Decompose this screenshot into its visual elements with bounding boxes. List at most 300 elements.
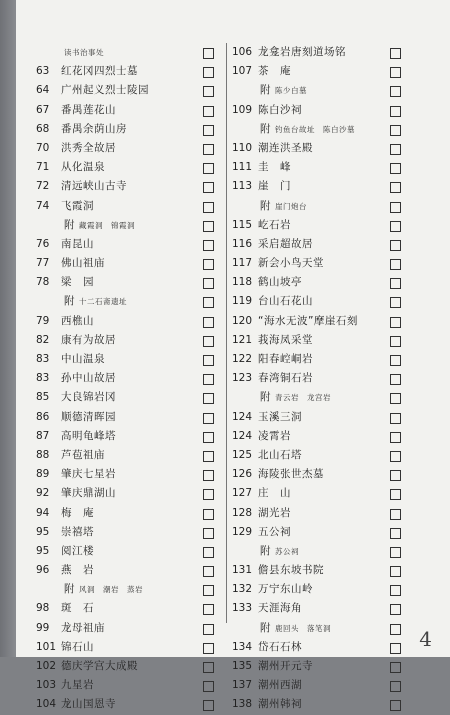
entry-page-number: 131 bbox=[232, 564, 253, 577]
sub-entry-label: 苏公祠 bbox=[275, 546, 299, 556]
checkbox[interactable] bbox=[390, 182, 401, 193]
checkbox[interactable] bbox=[203, 470, 214, 481]
entry-text bbox=[258, 331, 313, 350]
entry-page-number: 113 bbox=[232, 180, 253, 193]
entry-page-number: 68 bbox=[36, 122, 50, 135]
appendix-marker: 附 bbox=[64, 583, 75, 596]
entry-text bbox=[258, 580, 313, 599]
entry-label: 玉溪三洞 bbox=[258, 410, 302, 423]
entry-text bbox=[258, 561, 324, 580]
entry-page-number: 83 bbox=[36, 372, 50, 385]
entry-row bbox=[36, 101, 231, 120]
entry-label: 芦苞祖庙 bbox=[61, 448, 105, 461]
checkbox[interactable] bbox=[203, 681, 214, 692]
entry-label: 梅 庵 bbox=[61, 506, 94, 519]
entry-text bbox=[260, 619, 331, 638]
entry-text bbox=[61, 638, 94, 657]
entry-text bbox=[258, 177, 291, 196]
entry-text bbox=[61, 446, 105, 465]
entry-row bbox=[36, 139, 231, 158]
entry-page-number: 133 bbox=[232, 602, 253, 615]
entry-text bbox=[258, 638, 302, 657]
entry-text bbox=[64, 292, 127, 311]
entry-page-number: 110 bbox=[232, 141, 253, 154]
entry-page-number: 124 bbox=[232, 429, 253, 442]
entry-row bbox=[36, 197, 231, 216]
entry-label: 西樵山 bbox=[61, 314, 94, 327]
entry-row bbox=[232, 331, 450, 350]
entry-row bbox=[232, 523, 450, 542]
entry-page-number: 129 bbox=[232, 525, 253, 538]
entry-text bbox=[258, 139, 313, 158]
entry-text bbox=[61, 561, 94, 580]
entry-label: 新会小鸟天堂 bbox=[258, 257, 324, 270]
checkbox[interactable] bbox=[390, 393, 401, 404]
sub-entry-label: 青云岩 龙宫岩 bbox=[275, 393, 331, 403]
checkbox[interactable] bbox=[390, 585, 401, 596]
entry-text bbox=[61, 676, 94, 695]
entry-row bbox=[36, 465, 231, 484]
checkbox[interactable] bbox=[390, 202, 401, 213]
sub-entry-row bbox=[36, 43, 231, 62]
checkbox[interactable] bbox=[203, 106, 214, 117]
entry-row bbox=[232, 101, 450, 120]
entry-label: 大良锦岩冈 bbox=[61, 391, 116, 404]
sub-entry-row bbox=[36, 580, 231, 599]
entry-text bbox=[258, 369, 313, 388]
entry-row bbox=[36, 427, 231, 446]
entry-page-number: 137 bbox=[232, 679, 253, 692]
sub-entry-label: 十二石斋遗址 bbox=[79, 297, 127, 307]
entry-text bbox=[258, 254, 324, 273]
checkbox[interactable] bbox=[203, 413, 214, 424]
checkbox[interactable] bbox=[203, 86, 214, 97]
sub-entry-row bbox=[232, 542, 450, 561]
checkbox[interactable] bbox=[390, 451, 401, 462]
checkbox[interactable] bbox=[390, 336, 401, 347]
entry-label: 鹤山坡亭 bbox=[258, 276, 302, 289]
checkbox[interactable] bbox=[203, 67, 214, 78]
entry-page-number: 118 bbox=[232, 276, 253, 289]
entry-label: 红花冈四烈士墓 bbox=[61, 65, 138, 78]
checkbox[interactable] bbox=[203, 432, 214, 443]
entry-label: 阅江楼 bbox=[61, 544, 94, 557]
checkbox[interactable] bbox=[203, 125, 214, 136]
entry-text bbox=[258, 657, 313, 676]
entry-text bbox=[61, 197, 94, 216]
checkbox[interactable] bbox=[203, 624, 214, 635]
entry-text bbox=[258, 465, 324, 484]
checkbox[interactable] bbox=[390, 547, 401, 558]
sub-entry-row bbox=[232, 619, 450, 638]
entry-label: 岱石石林 bbox=[258, 640, 302, 653]
entry-row bbox=[36, 638, 231, 657]
checkbox[interactable] bbox=[390, 681, 401, 692]
entry-row bbox=[36, 81, 231, 100]
checkbox[interactable] bbox=[203, 355, 214, 366]
checkbox[interactable] bbox=[203, 297, 214, 308]
checkbox[interactable] bbox=[203, 374, 214, 385]
checkbox[interactable] bbox=[390, 604, 401, 615]
checkbox[interactable] bbox=[390, 221, 401, 232]
appendix-marker: 附 bbox=[260, 199, 271, 212]
checkbox[interactable] bbox=[203, 451, 214, 462]
checkbox[interactable] bbox=[203, 566, 214, 577]
entry-text bbox=[61, 504, 94, 523]
entry-text bbox=[61, 369, 116, 388]
entry-row bbox=[232, 43, 450, 62]
entry-text bbox=[258, 504, 291, 523]
left-column bbox=[36, 43, 231, 715]
checkbox[interactable] bbox=[203, 221, 214, 232]
entry-page-number: 111 bbox=[232, 161, 253, 174]
checkbox[interactable] bbox=[203, 662, 214, 673]
entry-page-number: 95 bbox=[36, 525, 50, 538]
entry-text bbox=[258, 599, 302, 618]
entry-text bbox=[260, 197, 307, 216]
checkbox[interactable] bbox=[203, 489, 214, 500]
entry-text bbox=[64, 216, 135, 235]
entry-row bbox=[36, 619, 231, 638]
entry-label: 圭 峰 bbox=[258, 161, 291, 174]
entry-label: 广州起义烈士陵园 bbox=[61, 84, 149, 97]
entry-page-number: 106 bbox=[232, 46, 253, 58]
entry-text bbox=[61, 254, 105, 273]
checkbox[interactable] bbox=[203, 317, 214, 328]
checkbox[interactable] bbox=[390, 125, 401, 136]
entry-label: 九星岩 bbox=[61, 679, 94, 692]
entry-row bbox=[232, 62, 450, 81]
checkbox[interactable] bbox=[203, 604, 214, 615]
entry-page-number: 119 bbox=[232, 295, 253, 308]
entry-label: 肇庆七星岩 bbox=[61, 468, 116, 481]
entry-text bbox=[258, 676, 302, 695]
checkbox[interactable] bbox=[203, 528, 214, 539]
entry-page-number: 78 bbox=[36, 276, 50, 289]
sub-entry-row bbox=[232, 197, 450, 216]
entry-row bbox=[36, 369, 231, 388]
entry-text bbox=[258, 350, 313, 369]
entry-label: 莪海凤采堂 bbox=[258, 333, 313, 346]
entry-page-number: 89 bbox=[36, 468, 50, 481]
entry-page-number: 132 bbox=[232, 583, 253, 596]
entry-text bbox=[258, 216, 291, 235]
entry-page-number: 138 bbox=[232, 698, 253, 711]
entry-page-number: 76 bbox=[36, 237, 50, 250]
entry-text bbox=[61, 101, 116, 120]
entry-label: 陈白沙祠 bbox=[258, 103, 302, 116]
entry-row bbox=[36, 120, 231, 139]
entry-text bbox=[258, 273, 302, 292]
entry-label: 孙中山故居 bbox=[61, 372, 116, 385]
entry-label: 茶 庵 bbox=[258, 65, 291, 78]
entry-label: 飞霞洞 bbox=[61, 199, 94, 212]
entry-text bbox=[258, 446, 302, 465]
entry-label: 顺德清晖园 bbox=[61, 410, 116, 423]
checkbox[interactable] bbox=[203, 509, 214, 520]
checkbox[interactable] bbox=[390, 278, 401, 289]
checkbox[interactable] bbox=[390, 662, 401, 673]
checkbox[interactable] bbox=[203, 585, 214, 596]
entry-text bbox=[61, 62, 138, 81]
entry-text bbox=[64, 43, 104, 62]
entry-label: 五公祠 bbox=[258, 525, 291, 538]
entry-page-number: 116 bbox=[232, 237, 253, 250]
entry-row bbox=[36, 388, 231, 407]
checkbox[interactable] bbox=[203, 278, 214, 289]
checkbox[interactable] bbox=[203, 240, 214, 251]
entry-row bbox=[36, 561, 231, 580]
entry-row bbox=[36, 676, 231, 695]
entry-page-number: 82 bbox=[36, 333, 50, 346]
entry-label: 龙山国恩寺 bbox=[61, 698, 116, 711]
entry-label: 崖 门 bbox=[258, 180, 291, 193]
checkbox[interactable] bbox=[390, 240, 401, 251]
entry-row bbox=[36, 657, 231, 676]
entry-label: 德庆学宫大成殿 bbox=[61, 660, 138, 672]
entry-label: 采启超故居 bbox=[258, 237, 313, 250]
entry-page-number: 72 bbox=[36, 180, 50, 193]
entry-page-number: 67 bbox=[36, 103, 50, 116]
entry-text bbox=[61, 120, 127, 139]
sub-entry-row bbox=[232, 388, 450, 407]
entry-text bbox=[260, 388, 331, 407]
entry-row bbox=[36, 273, 231, 292]
entry-text bbox=[61, 465, 116, 484]
entry-page-number: 135 bbox=[232, 660, 253, 672]
entry-page-number: 74 bbox=[36, 199, 50, 212]
entry-page-number: 63 bbox=[36, 65, 50, 78]
entry-label: 中山温泉 bbox=[61, 353, 105, 365]
checkbox[interactable] bbox=[203, 163, 214, 174]
entry-row bbox=[36, 523, 231, 542]
entry-label: 洪秀全故居 bbox=[61, 141, 116, 154]
checkbox[interactable] bbox=[390, 144, 401, 155]
entry-label: 康有为故居 bbox=[61, 333, 116, 346]
checkbox[interactable] bbox=[203, 700, 214, 711]
entry-text bbox=[61, 619, 105, 638]
checkbox[interactable] bbox=[390, 470, 401, 481]
entry-row bbox=[36, 695, 231, 714]
entry-page-number: 126 bbox=[232, 468, 253, 481]
entry-text bbox=[61, 484, 116, 503]
checkbox[interactable] bbox=[203, 202, 214, 213]
entry-row bbox=[232, 465, 450, 484]
entry-page-number: 117 bbox=[232, 257, 253, 270]
entry-row bbox=[232, 350, 450, 369]
entry-row bbox=[232, 235, 450, 254]
checkbox[interactable] bbox=[390, 374, 401, 385]
entry-label: 番禺余荫山房 bbox=[61, 122, 127, 135]
right-column bbox=[232, 43, 450, 715]
sub-entry-label: 钓鱼台故址 陈白沙墓 bbox=[275, 124, 355, 134]
checkbox[interactable] bbox=[203, 393, 214, 404]
entry-label: 台山石花山 bbox=[258, 295, 313, 308]
checkbox[interactable] bbox=[390, 67, 401, 78]
document-page bbox=[16, 0, 450, 711]
entry-text bbox=[61, 388, 116, 407]
entry-row bbox=[36, 254, 231, 273]
checkbox[interactable] bbox=[390, 432, 401, 443]
entry-label: 崇禧塔 bbox=[61, 525, 94, 538]
entry-page-number: 109 bbox=[232, 103, 253, 116]
sub-entry-label: 鹿回头 落笔洞 bbox=[275, 623, 331, 633]
entry-row bbox=[232, 254, 450, 273]
checkbox[interactable] bbox=[203, 336, 214, 347]
appendix-marker: 附 bbox=[64, 218, 75, 231]
entry-row bbox=[36, 62, 231, 81]
entry-label: 凌霄岩 bbox=[258, 429, 291, 442]
sub-entry-row bbox=[232, 81, 450, 100]
entry-text bbox=[61, 427, 116, 446]
entry-text bbox=[258, 235, 313, 254]
entry-row bbox=[232, 676, 450, 695]
entry-page-number: 85 bbox=[36, 391, 50, 404]
entry-page-number: 70 bbox=[36, 141, 50, 154]
entry-row bbox=[232, 638, 450, 657]
entry-text bbox=[258, 62, 291, 81]
entry-page-number: 88 bbox=[36, 448, 50, 461]
entry-text bbox=[61, 657, 138, 676]
entry-page-number: 104 bbox=[36, 698, 57, 711]
checkbox[interactable] bbox=[390, 509, 401, 520]
entry-page-number: 128 bbox=[232, 506, 253, 519]
checkbox[interactable] bbox=[390, 106, 401, 117]
entry-text bbox=[258, 408, 302, 427]
appendix-marker: 附 bbox=[64, 295, 75, 308]
checkbox[interactable] bbox=[390, 163, 401, 174]
checkbox[interactable] bbox=[203, 144, 214, 155]
checkbox[interactable] bbox=[390, 624, 401, 635]
checkbox[interactable] bbox=[203, 547, 214, 558]
entry-row bbox=[232, 504, 450, 523]
entry-label: 万宁东山岭 bbox=[258, 583, 313, 596]
entry-row bbox=[232, 369, 450, 388]
entry-label: 斑 石 bbox=[61, 602, 94, 615]
entry-label: “海水无波”摩崖石刻 bbox=[258, 314, 358, 327]
appendix-marker: 附 bbox=[260, 122, 271, 135]
checkbox[interactable] bbox=[390, 643, 401, 654]
entry-page-number: 79 bbox=[36, 314, 50, 327]
checkbox[interactable] bbox=[390, 413, 401, 424]
entry-text bbox=[61, 235, 94, 254]
checkbox[interactable] bbox=[390, 489, 401, 500]
entry-text bbox=[61, 139, 116, 158]
column-divider bbox=[226, 43, 227, 623]
entry-row bbox=[232, 408, 450, 427]
entry-row bbox=[36, 331, 231, 350]
entry-text bbox=[64, 580, 143, 599]
entry-page-number: 103 bbox=[36, 679, 57, 692]
entry-row bbox=[36, 350, 231, 369]
entry-text bbox=[61, 350, 105, 369]
entry-label: 北山石塔 bbox=[258, 448, 302, 461]
entry-text bbox=[258, 158, 291, 177]
entry-text bbox=[258, 695, 302, 714]
entry-page-number: 107 bbox=[232, 65, 253, 78]
entry-label: 高明龟峰塔 bbox=[61, 429, 116, 442]
entry-row bbox=[232, 158, 450, 177]
entry-page-number: 98 bbox=[36, 602, 50, 615]
sub-entry-label: 风洞 潮岩 蒸岩 bbox=[79, 585, 143, 595]
entry-page-number: 124 bbox=[232, 410, 253, 423]
entry-text bbox=[61, 177, 127, 196]
entry-page-number: 87 bbox=[36, 429, 50, 442]
checkbox[interactable] bbox=[390, 86, 401, 97]
entry-row bbox=[36, 235, 231, 254]
entry-row bbox=[36, 484, 231, 503]
appendix-marker: 附 bbox=[260, 621, 271, 634]
checkbox[interactable] bbox=[203, 182, 214, 193]
entry-text bbox=[258, 43, 346, 62]
checkbox[interactable] bbox=[390, 700, 401, 711]
page-edge bbox=[0, 0, 16, 657]
checkbox[interactable] bbox=[203, 259, 214, 270]
entry-row bbox=[232, 216, 450, 235]
entry-row bbox=[232, 427, 450, 446]
checkbox[interactable] bbox=[390, 566, 401, 577]
checkbox[interactable] bbox=[390, 48, 401, 59]
entry-label: 海陵张世杰墓 bbox=[258, 468, 324, 481]
appendix-marker: 附 bbox=[260, 391, 271, 404]
entry-row bbox=[36, 504, 231, 523]
entry-page-number: 125 bbox=[232, 448, 253, 461]
entry-text bbox=[258, 427, 291, 446]
entry-row bbox=[36, 158, 231, 177]
entry-label: 潮州西湖 bbox=[258, 679, 302, 692]
checkbox[interactable] bbox=[390, 259, 401, 270]
entry-row bbox=[232, 312, 450, 331]
checkbox[interactable] bbox=[390, 297, 401, 308]
entry-text bbox=[258, 484, 291, 503]
entry-page-number: 83 bbox=[36, 353, 50, 365]
entry-row bbox=[232, 292, 450, 311]
entry-text bbox=[61, 523, 94, 542]
entry-row bbox=[232, 599, 450, 618]
entry-row bbox=[36, 408, 231, 427]
entry-text bbox=[61, 599, 94, 618]
entry-label: 阳春崆峒岩 bbox=[258, 353, 313, 365]
entry-label: 龙母祖庙 bbox=[61, 621, 105, 634]
checkbox[interactable] bbox=[390, 317, 401, 328]
entry-row bbox=[232, 139, 450, 158]
entry-label: 龙龛岩唐刻道场铭 bbox=[258, 46, 346, 58]
entry-row bbox=[36, 542, 231, 561]
entry-text bbox=[61, 695, 116, 714]
entry-page-number: 95 bbox=[36, 544, 50, 557]
entry-label: 锦石山 bbox=[61, 640, 94, 653]
entry-label: 春湾铜石岩 bbox=[258, 372, 313, 385]
entry-row bbox=[232, 484, 450, 503]
entry-page-number: 86 bbox=[36, 410, 50, 423]
checkbox[interactable] bbox=[390, 528, 401, 539]
entry-text bbox=[260, 120, 355, 139]
entry-page-number: 134 bbox=[232, 640, 253, 653]
entry-label: 佛山祖庙 bbox=[61, 257, 105, 270]
sub-entry-label: 读书治事处 bbox=[64, 48, 104, 57]
entry-text bbox=[61, 408, 116, 427]
sub-entry-row bbox=[36, 216, 231, 235]
entry-label: 潮州韩祠 bbox=[258, 698, 302, 711]
entry-page-number: 94 bbox=[36, 506, 50, 519]
entry-page-number: 64 bbox=[36, 84, 50, 97]
checkbox[interactable] bbox=[390, 355, 401, 366]
entry-page-number: 77 bbox=[36, 257, 50, 270]
checkbox[interactable] bbox=[203, 48, 214, 59]
entry-row bbox=[232, 657, 450, 676]
checkbox[interactable] bbox=[203, 643, 214, 654]
entry-text bbox=[260, 542, 299, 561]
